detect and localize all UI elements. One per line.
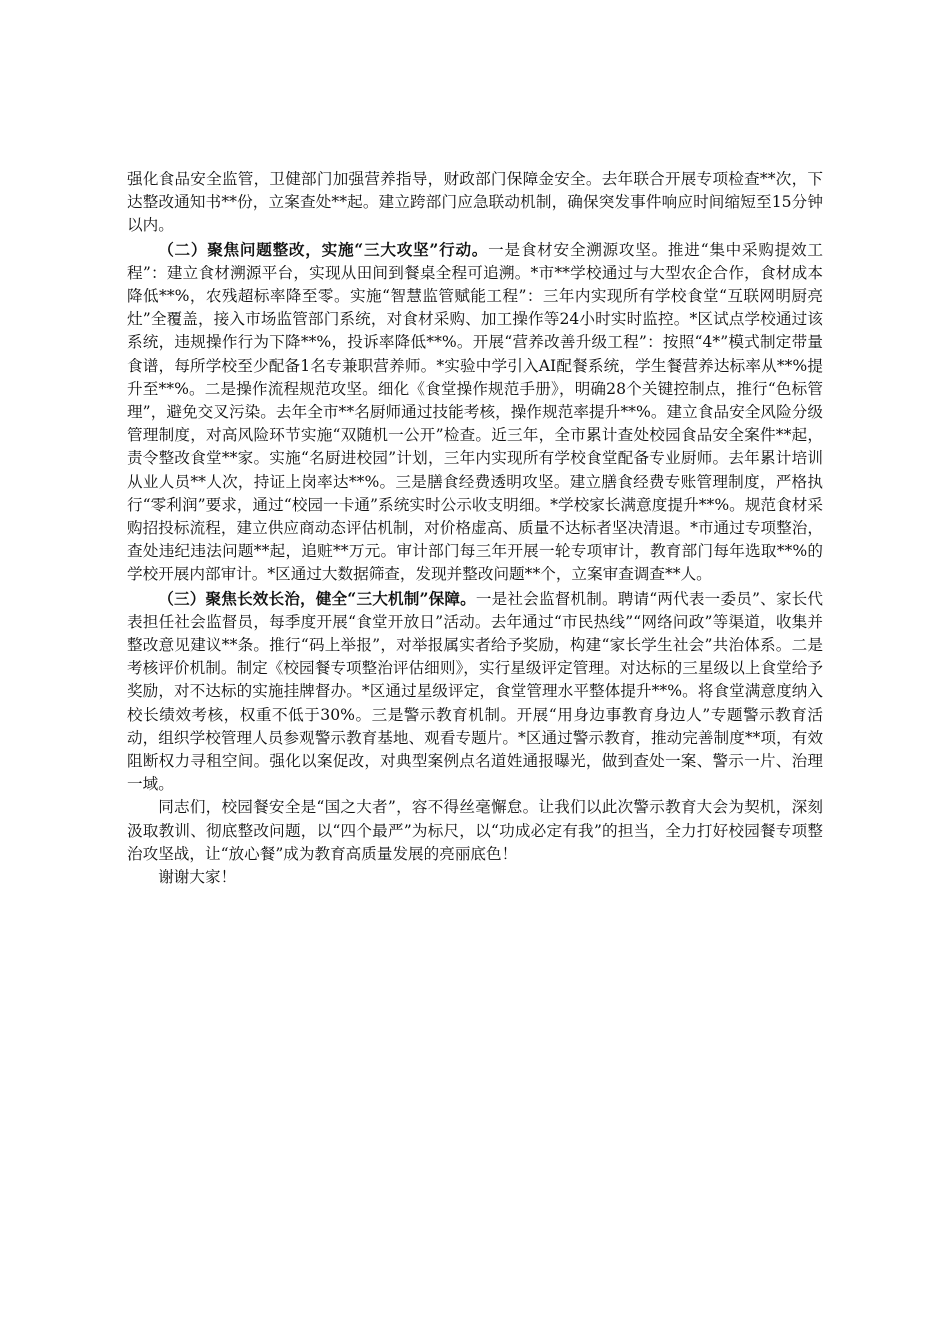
- paragraph-thanks: 谢谢大家！: [158, 868, 237, 887]
- paragraph-closing: 同志们，校园餐安全是“国之大者”，容不得丝毫懈怠。让我们以此次警示教育大会为契机，深刻汲取教训、彻底整改问题，以“四个最严”为标尺，以“功成必定有我”的担当，全力打好校园餐专项整治攻坚战，让“放心餐”成为教育高质量发展的亮丽底色！: [127, 798, 823, 863]
- document-body: [127, 168, 823, 889]
- section-two-body: 一是食材安全溯源攻坚。推进“集中采购提效工程”：建立食材溯源平台，实现从田间到餐桌全程可追溯。*市**学校通过与大型农企合作，食材成本降低**%，农残超标率降至零。实施“智慧监管赋能工程”：三年内实现所有学校食堂“互联网明厨亮灶”全覆盖，接入市场监管部门系统，对食材采购、加工操作等24小时实时监控。*区试点学校通过该系统，违规操作行为下降**%，投诉率降低**%。开展“营养改善升级工程”：按照“4*”模式制定带量食谱，每所学校至少配备1名专兼职营养师。*实验中学引入AI配餐系统，学生餐营养达标率从**%提升至**%。二是操作流程规范攻坚。细化《食堂操作规范手册》，明确28个关键控制点，推行“色标管理”，避免交叉污染。去年全市**名厨师通过技能考核，操作规范率提升**%。建立食品安全风险分级管理制度，对高风险环节实施“双随机一公开”检查。近三年，全市累计查处校园食品安全案件**起，责令整改食堂**家。实施“名厨进校园”计划，三年内实现所有学校食堂配备专业厨师。去年累计培训从业人员**人次，持证上岗率达**%。三是膳食经费透明攻坚。建立膳食经费专账管理制度，严格执行“零利润”要求，通过“校园一卡通”系统实时公示收支明细。*学校家长满意度提升**%。规范食材采购招投标流程，建立供应商动态评估机制，对价格虚高、质量不达标者坚决清退。*市通过专项整治，查处违纪违法问题**起，追赃**万元。审计部门每三年开展一轮专项审计，教育部门每年选取**%的学校开展内部审计。*区通过大数据筛查，发现并整改问题**个，立案审查调查**人。: [127, 240, 823, 584]
- section-two-heading: （二）聚焦问题整改，实施“三大攻坚”行动。: [158, 239, 489, 259]
- section-three-heading: （三）聚焦长效长治，健全“三大机制”保障。: [158, 588, 476, 608]
- paragraph-section-three: [127, 587, 823, 797]
- paragraph-continuation: 强化食品安全监管，卫健部门加强营养指导，财政部门保障金安全。去年联合开展专项检查**次，下达整改通知书**份，立案查处**起。建立跨部门应急联动机制，确保突发事件响应时间缩短至15分钟以内。: [127, 170, 823, 235]
- paragraph-section-two: [127, 238, 823, 587]
- section-three-body: 一是社会监督机制。聘请“两代表一委员”、家长代表担任社会监督员，每季度开展“食堂开放日”活动。去年通过“市民热线”“网络问政”等渠道，收集并整改意见建议**条。推行“码上举报”，对举报属实者给予奖励，构建“家长学生社会”共治体系。二是考核评价机制。制定《校园餐专项整治评估细则》，实行星级评定管理。对达标的三星级以上食堂给予奖励，对不达标的实施挂牌督办。*区通过星级评定，食堂管理水平整体提升**%。将食堂满意度纳入校长绩效考核，权重不低于30%。三是警示教育机制。开展“用身边事教育身边人”专题警示教育活动，组织学校管理人员参观警示教育基地、观看专题片。*区通过警示教育，推动完善制度**项，有效阻断权力寻租空间。强化以案促改，对典型案例点名道姓通报曝光，做到查处一案、警示一片、治理一域。: [127, 589, 823, 794]
